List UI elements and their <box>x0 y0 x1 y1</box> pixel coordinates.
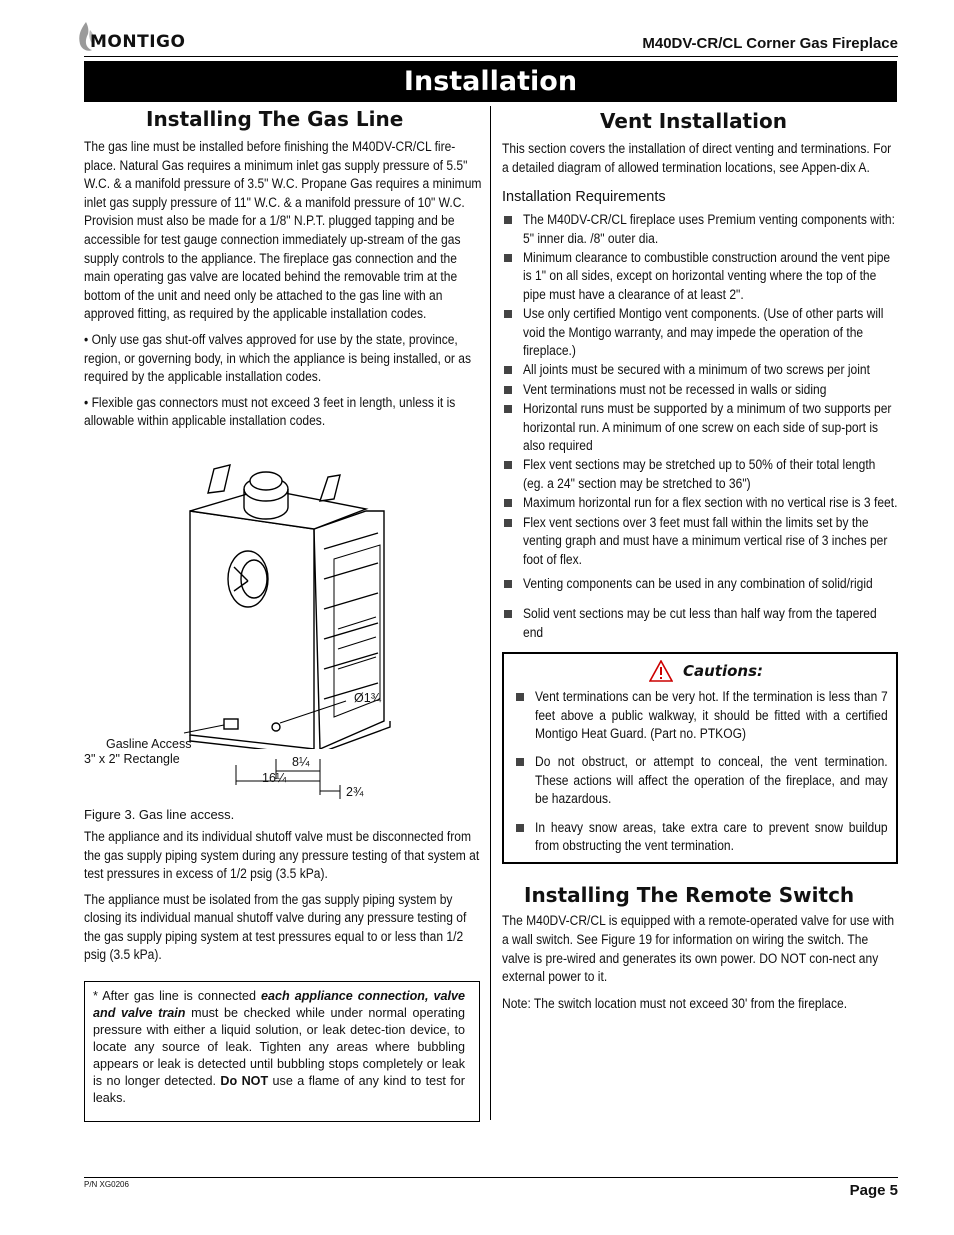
gas-line-para-4: The appliance and its individual shutoff valve must be disconnected from the gas supply piping system during any pressure testing of that system at test pressures in excess of 1/2 psig (3.5 kPa). <box>84 828 480 882</box>
list-item: Solid vent sections may be cut less than half way from the tapered end <box>502 605 898 642</box>
note-do-not: Do NOT <box>220 1074 269 1089</box>
vent-intro: This section covers the installation of direct venting and terminations. For a detailed diagram of allowed termination locations, see Appen-dix A. <box>502 141 892 175</box>
list-item: Venting components can be used in any combination of solid/rigid <box>502 575 898 593</box>
column-divider <box>490 106 491 1120</box>
gas-line-para-1: The gas line must be installed before finishing the M40DV-CR/CL fire-place. Natural Gas requires a minimum inlet gas supply pressure of 5.5" W.C. & a manifold pressure of 3.5" W.C. Propane Gas requires a minimum inlet gas supply pressure of 11" W.C. & a manifold pressure of 10" W.C. Provision must also be made for a 1/8" N.P.T. plugged tapping and be accessible for test gauge connection immediately up-stream of the gas supply controls to the appliance. The fireplace gas connection and the main operating gas valve are located behind the removable trim at the bottom of the unit and need only be attached to the gas line with an approved fitting, as required by the applicable installation codes. <box>84 139 482 322</box>
cautions-header <box>524 660 888 682</box>
dimension-8-1-4: 8¼ <box>292 754 310 769</box>
warning-icon <box>649 660 673 682</box>
remote-switch-heading: Installing The Remote Switch <box>524 883 855 908</box>
list-item: Minimum clearance to combustible construction around the vent pipe is 1" on all sides, except on horizontal venting where the top of the pipe must have a clearance of at least 2". <box>502 249 898 304</box>
fireplace-drawing <box>84 449 482 749</box>
diameter-dimension: Ø1¾ <box>354 690 382 705</box>
gasline-access-label: Gasline Access <box>106 736 192 751</box>
document-title: M40DV-CR/CL Corner Gas Fireplace <box>642 35 898 52</box>
dimension-2-3-4: 2¾ <box>346 784 364 799</box>
footer-rule <box>84 1177 898 1178</box>
remote-switch-para: The M40DV-CR/CL is equipped with a remote-operated valve for use with a wall switch. See Figure 19 for information on wiring the switch. The valve is pre-wired and generates its own power. DO NOT con-nect any external power to it. <box>502 913 895 985</box>
vent-section <box>502 106 898 1013</box>
cautions-list <box>514 688 888 855</box>
list-item: Flex vent sections may be stretched up to 50% of their total length (eg. a 24" section may be stretched to 36") <box>502 456 898 493</box>
list-item: Use only certified Montigo vent components. (Use of other parts will void the Montigo warranty, and may impede the operation of the fireplace.) <box>502 305 898 360</box>
note-tail: use a flame of any kind to test for leaks. <box>93 1074 465 1106</box>
logo-text: MONTIGO <box>90 32 186 52</box>
section-banner: Installation <box>84 61 897 102</box>
list-item: Horizontal runs must be supported by a minimum of two supports per horizontal run. A minimum of one screw on each side of sup-port is also required <box>502 400 898 455</box>
gas-line-section <box>84 106 482 1122</box>
remote-switch-note: Note: The switch location must not exceed 30' from the fireplace. <box>502 995 848 1011</box>
caution-item: Vent terminations can be very hot. If the termination is less than 7 feet above a public walkway, it should be fitted with a certified Montigo Heat Guard. (Part no. PTKOG) <box>514 688 888 743</box>
note-lead: * After gas line is connected <box>93 989 261 1004</box>
list-item: Maximum horizontal run for a flex section with no vertical rise is 3 feet. <box>502 494 898 512</box>
header-rule <box>84 56 898 57</box>
gas-line-heading: Installing The Gas Line <box>146 107 404 131</box>
part-number: P/N XG0206 <box>84 1180 129 1189</box>
page-number: Page 5 <box>849 1182 898 1199</box>
gasline-rect-label: 3" x 2" Rectangle <box>84 751 180 766</box>
note-emphasis: each appliance connection, valve and valve train <box>93 989 465 1021</box>
cautions-box <box>502 652 898 864</box>
gas-line-para-2: • Only use gas shut-off valves approved for use by the state, province, region, or governing body, in which the appliance is being installed, or as required by the applicable installation codes. <box>84 331 472 385</box>
requirements-list <box>502 211 898 642</box>
gas-line-para-3: • Flexible gas connectors must not exceed 3 feet in length, unless it is allowable within applicable installation codes. <box>84 394 456 429</box>
caution-item: In heavy snow areas, take extra care to prevent snow buildup from obstructing the vent termination. <box>514 819 888 856</box>
leak-test-note <box>84 981 480 1122</box>
vent-heading: Vent Installation <box>600 109 787 133</box>
cautions-label: Cautions: <box>682 662 764 681</box>
list-item: Vent terminations must not be recessed in walls or siding <box>502 381 898 399</box>
list-item: The M40DV-CR/CL fireplace uses Premium venting components with: 5" inner dia. /8" outer dia. <box>502 211 898 248</box>
brand-logo <box>76 18 185 54</box>
list-item: All joints must be secured with a minimum of two screws per joint <box>502 361 898 379</box>
requirements-heading: Installation Requirements <box>502 189 666 206</box>
figure-caption: Figure 3. Gas line access. <box>84 806 235 822</box>
gas-line-para-5: The appliance must be isolated from the gas supply piping system by closing its individual manual shutoff valve during any pressure testing of the gas supply piping system at test pressures equal to or less than 1/2 psig (3.5 kPa). <box>84 891 467 963</box>
dimension-16-1-4: 16¼ <box>262 770 287 785</box>
caution-item: Do not obstruct, or attempt to conceal, the vent termination. These actions will affect the operation of the fireplace, and may be hazardous. <box>514 753 888 808</box>
list-item: Flex vent sections over 3 feet must fall within the limits set by the venting graph and must have a minimum vertical rise of 3 inches per foot of flex. <box>502 514 898 569</box>
note-body: must be checked while under normal operating pressure with either a liquid solution, or leak detec-tion device, to locate any source of leak. Tighten any areas where bubbling appears or leak is detected until bubbling stops completely or leak is no longer detected. <box>93 1006 465 1089</box>
